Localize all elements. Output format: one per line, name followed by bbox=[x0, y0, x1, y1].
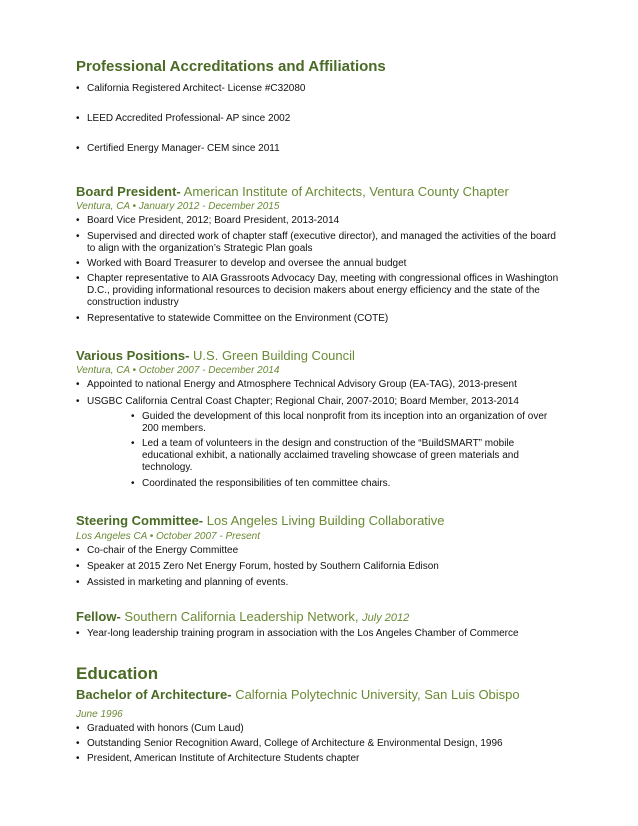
accreditations-heading: Professional Accreditations and Affiliations bbox=[76, 58, 386, 75]
list-item: • California Registered Architect- License #C32080 bbox=[76, 83, 306, 94]
list-item: • Co-chair of the Energy Committee bbox=[76, 545, 239, 556]
aia-meta: Ventura, CA • January 2012 - December 2015 bbox=[76, 201, 280, 212]
list-item: • LEED Accredited Professional- AP since 2002 bbox=[76, 113, 291, 124]
list-item: • Board Vice President, 2012; Board President, 2013-2014 bbox=[76, 215, 340, 226]
list-item: • Appointed to national Energy and Atmosphere Technical Advisory Group (EA-TAG), 2013-present bbox=[76, 379, 517, 390]
list-item: • USGBC California Central Coast Chapter; Regional Chair, 2007-2010; Board Member, 2013-2014 bbox=[76, 396, 519, 407]
list-item: • Assisted in marketing and planning of events. bbox=[76, 577, 289, 588]
usgbc-role-heading: Various Positions- U.S. Green Building Council bbox=[76, 348, 355, 363]
list-item: • Outstanding Senior Recognition Award, College of Architecture & Environmental Design, 1996 bbox=[76, 738, 503, 749]
aia-role-heading: Board President- American Institute of Architects, Ventura County Chapter bbox=[76, 184, 509, 199]
sub-list-item: • Coordinated the responsibilities of ten committee chairs. bbox=[131, 478, 391, 489]
list-item: • Chapter representative to AIA Grassroots Advocacy Day, meeting with congressional offices in Washington D.C., providing informational resources to decision makers about energy efficiency and the state of the construction industry bbox=[76, 273, 559, 308]
sub-list-item: • Led a team of volunteers in the design and construction of the “BuildSMART” mobile educational exhibit, a nationally acclaimed traveling showcase of green materials and technology. bbox=[131, 438, 519, 473]
list-item: • Representative to statewide Committee on the Environment (COTE) bbox=[76, 313, 389, 324]
usgbc-meta: Ventura, CA • October 2007 - December 2014 bbox=[76, 365, 280, 376]
list-item: • Supervised and directed work of chapter staff (executive director), and managed the activities of the board to align with the organization’s Strategic Plan goals bbox=[76, 231, 556, 254]
education-degree-heading: Bachelor of Architecture- Calfornia Polytechnic University, San Luis Obispo bbox=[76, 687, 520, 702]
list-item: • Speaker at 2015 Zero Net Energy Forum, hosted by Southern California Edison bbox=[76, 561, 439, 572]
fellow-role-heading: Fellow- Southern California Leadership Network, July 2012 bbox=[76, 609, 410, 624]
list-item: • Worked with Board Treasurer to develop and oversee the annual budget bbox=[76, 258, 407, 269]
lblc-role-heading: Steering Committee- Los Angeles Living Building Collaborative bbox=[76, 513, 445, 528]
list-item: • Graduated with honors (Cum Laud) bbox=[76, 723, 244, 734]
list-item: • Year-long leadership training program in association with the Los Angeles Chamber of Commerce bbox=[76, 628, 519, 639]
education-meta: June 1996 bbox=[76, 709, 123, 720]
list-item: • Certified Energy Manager- CEM since 2011 bbox=[76, 143, 280, 154]
education-heading: Education bbox=[76, 664, 159, 683]
lblc-meta: Los Angeles CA • October 2007 - Present bbox=[76, 531, 260, 542]
list-item: • President, American Institute of Architecture Students chapter bbox=[76, 753, 360, 764]
sub-list-item: • Guided the development of this local nonprofit from its inception into an organization of over 200 members. bbox=[131, 411, 548, 434]
